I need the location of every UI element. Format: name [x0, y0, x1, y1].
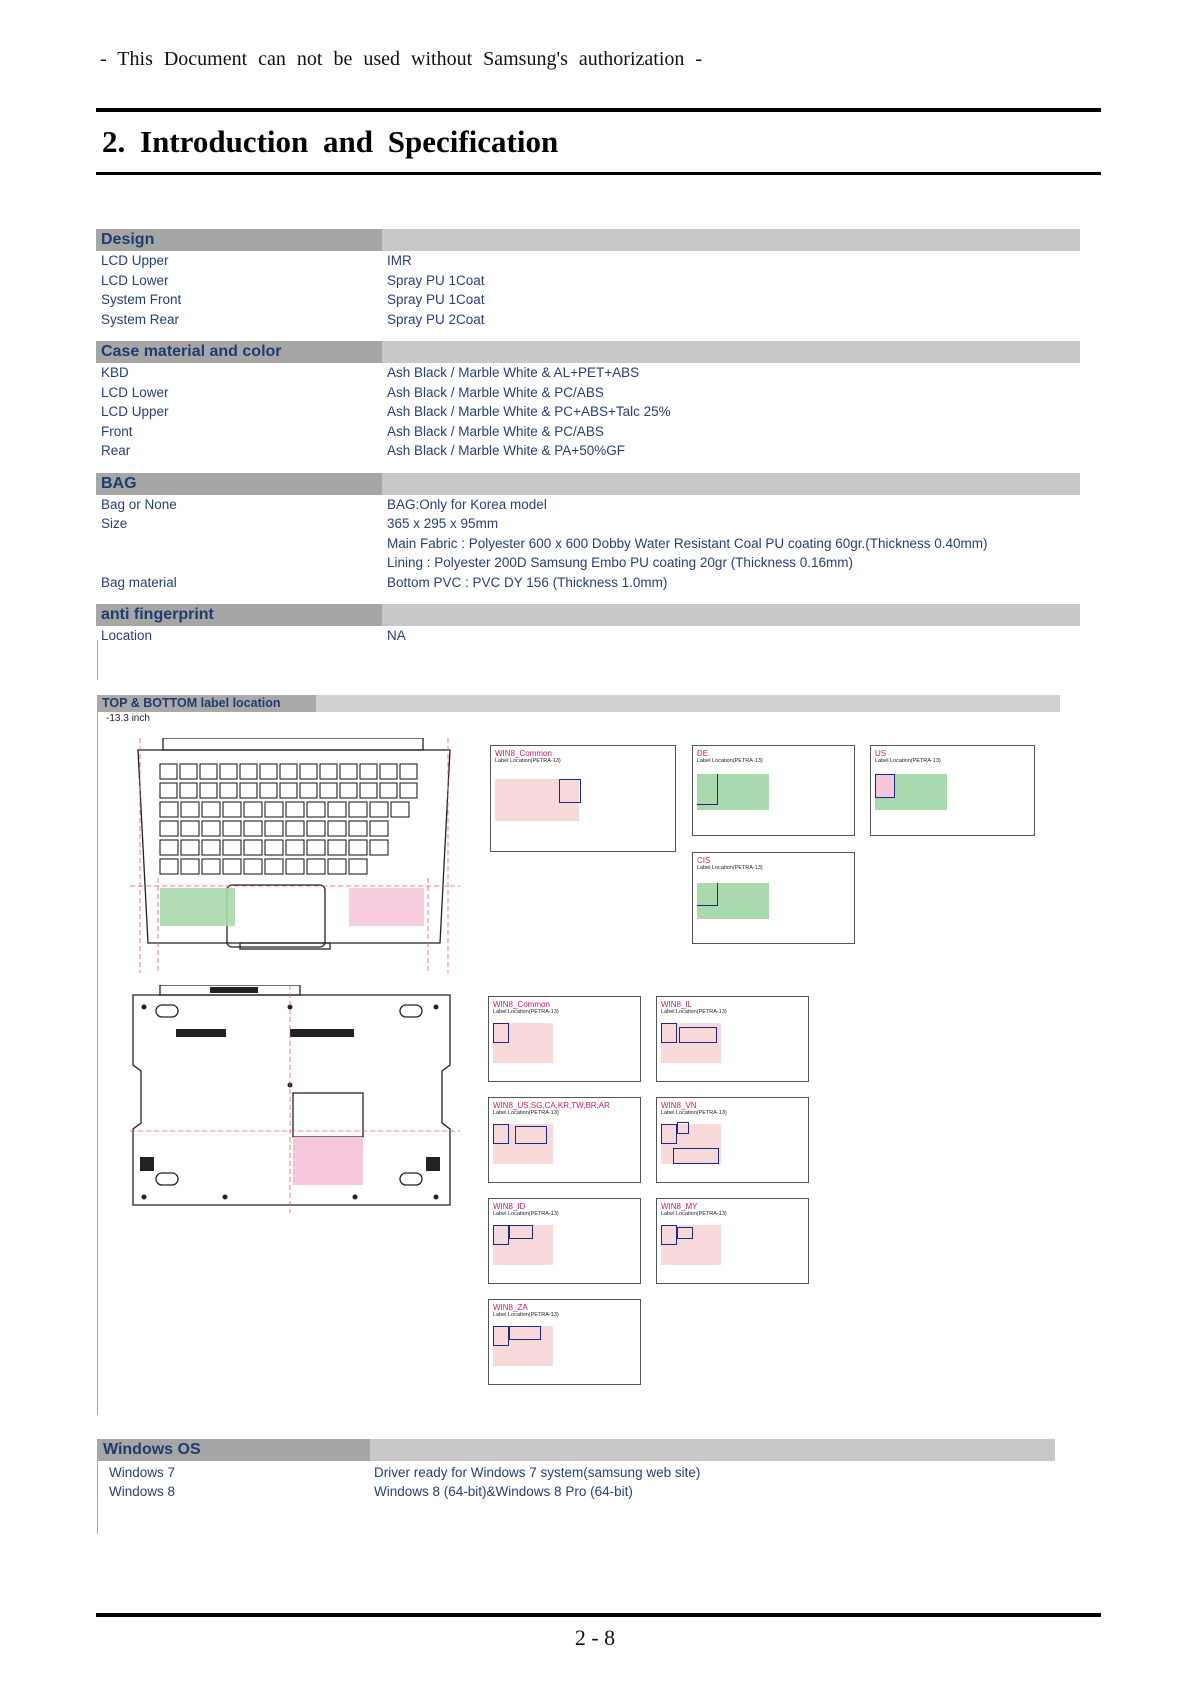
keyboard-key	[349, 859, 367, 874]
keyboard-key	[160, 802, 178, 817]
label-panel-win8-common: WIN8_Common Label Location(PETRA-13)	[488, 996, 641, 1082]
section-fingerprint-header	[96, 604, 1080, 626]
keyboard-key	[370, 821, 388, 836]
keyboard-key	[328, 859, 346, 874]
spec-row: Location NA	[101, 628, 406, 643]
keyboard-key	[340, 783, 357, 798]
spec-row: LCD Upper Ash Black / Marble White & PC+ABS+Talc 25%	[101, 404, 671, 419]
keyboard-key	[280, 783, 297, 798]
keyboard-key	[380, 783, 397, 798]
keyboard-key	[370, 802, 388, 817]
screen-size-note: -13.3 inch	[106, 713, 150, 724]
keyboard-key	[244, 859, 262, 874]
spec-row: Front Ash Black / Marble White & PC/ABS	[101, 423, 604, 439]
keyboard-key	[300, 783, 317, 798]
label-panel-win8-common-top: WIN8_Common Label Location(PETRA-13)	[490, 745, 676, 852]
keyboard-key	[200, 783, 217, 798]
section-bag-header	[96, 473, 1080, 495]
page-number: 2 - 8	[574, 1625, 616, 1650]
keyboard-key	[320, 764, 337, 779]
keyboard-key	[244, 840, 262, 855]
keyboard-key	[360, 764, 377, 779]
keyboard-key	[260, 764, 277, 779]
spec-row: LCD Lower Spray PU 1Coat	[101, 272, 485, 288]
keyboard-key	[265, 840, 283, 855]
keyboard-key	[286, 840, 304, 855]
keyboard-key	[180, 783, 197, 798]
label-panel-win8-my: WIN8_MY Label Location(PETRA-13)	[656, 1198, 809, 1284]
keyboard-key	[223, 859, 241, 874]
keyboard-key	[340, 764, 357, 779]
keyboard-key	[280, 764, 297, 779]
spec-row: System Rear Spray PU 2Coat	[101, 311, 485, 327]
keyboard-key	[181, 802, 199, 817]
section-design-header	[96, 229, 1080, 251]
label-panel-us: US Label Location(PETRA-13)	[870, 745, 1035, 836]
section-title: Case material and color	[101, 343, 282, 360]
keyboard-key	[160, 821, 178, 836]
keyboard-key	[202, 802, 220, 817]
page-title: 2. Introduction and Specification	[102, 124, 559, 159]
windows-row-key: Windows 8	[109, 1484, 176, 1499]
label-panel-de: DE Label Location(PETRA-13)	[692, 745, 855, 836]
keyboard-key	[400, 783, 417, 798]
keyboard-key	[328, 802, 346, 817]
keyboard-key	[160, 783, 177, 798]
keyboard-key	[160, 859, 178, 874]
keyboard-key	[328, 840, 346, 855]
spec-row: LCD Upper IMR	[101, 253, 412, 268]
spec-row: Lining : Polyester 200D Samsung Embo PU coating 20gr (Thickness 0.16mm)	[387, 555, 853, 570]
keyboard-key	[286, 821, 304, 836]
keyboard-key	[220, 764, 237, 779]
keyboard-key	[328, 821, 346, 836]
keyboard-key	[307, 821, 325, 836]
label-panel-cis: CIS Label Location(PETRA-13)	[692, 852, 855, 944]
keyboard-key	[244, 821, 262, 836]
spec-row: Bag material Bottom PVC : PVC DY 156 (Thickness 1.0mm)	[101, 574, 668, 590]
bottom-rule	[96, 1613, 1101, 1617]
keyboard-key	[307, 859, 325, 874]
keyboard-key	[240, 783, 257, 798]
keyboard-key	[370, 840, 388, 855]
spec-row: Size 365 x 295 x 95mm	[101, 516, 499, 531]
spec-row: LCD Lower Ash Black / Marble White & PC/ABS	[101, 384, 604, 400]
spec-row: System Front Spray PU 1Coat	[101, 292, 485, 307]
laptop-bottom-view-drawing	[130, 985, 460, 1215]
keyboard-key	[400, 764, 417, 779]
keyboard-key	[391, 802, 409, 817]
keyboard-key	[349, 821, 367, 836]
section-title: BAG	[101, 474, 137, 492]
keyboard-key	[223, 840, 241, 855]
spec-row: Bag or None BAG:Only for Korea model	[101, 496, 547, 512]
windows-row-key: Windows 7	[109, 1465, 176, 1480]
spec-table	[96, 229, 1080, 646]
keyboard-key	[360, 783, 377, 798]
keyboard-key	[181, 840, 199, 855]
left-margin-line	[97, 640, 98, 680]
top-rule-lower	[96, 172, 1101, 175]
section-title: Design	[101, 231, 155, 248]
keyboard-key	[265, 802, 283, 817]
keyboard-key	[307, 840, 325, 855]
authorization-notice: - This Document can not be used without Samsung's authorization -	[100, 48, 703, 70]
keyboard-key	[202, 840, 220, 855]
label-panel-win8-za: WIN8_ZA Label Location(PETRA-13)	[488, 1299, 641, 1385]
keyboard-key	[380, 764, 397, 779]
keyboard-key	[180, 764, 197, 779]
top-rule-upper	[96, 108, 1101, 112]
windows-os-header	[98, 1439, 1055, 1461]
keyboard-key	[349, 802, 367, 817]
section-case-header	[96, 341, 1080, 363]
section-title: Windows OS	[103, 1441, 201, 1458]
spec-row: KBD Ash Black / Marble White & AL+PET+ABS	[101, 365, 640, 380]
keyboard-key	[160, 840, 178, 855]
label-panel-win8-id: WIN8_ID Label Location(PETRA-13)	[488, 1198, 641, 1284]
keyboard-key	[202, 821, 220, 836]
laptop-top-view-drawing	[130, 738, 460, 976]
keyboard-key	[320, 783, 337, 798]
keyboard-key	[300, 764, 317, 779]
keyboard-key	[160, 764, 177, 779]
keyboard-key	[286, 859, 304, 874]
left-margin-line	[97, 695, 98, 1415]
keyboard-key	[244, 802, 262, 817]
label-panel-win8-il: WIN8_IL Label Location(PETRA-13)	[656, 996, 809, 1082]
keyboard-key	[265, 859, 283, 874]
keyboard-key	[307, 802, 325, 817]
keyboard-key	[220, 783, 237, 798]
label-panel-win8-us-sg-ca-kr-tw-br-ar: WIN8_US,SG,CA,KR,TW,BR,AR Label Location(PETRA-13)	[488, 1097, 641, 1183]
keyboard-key	[260, 783, 277, 798]
windows-row-value: Windows 8 (64-bit)&Windows 8 Pro (64-bit)	[374, 1484, 633, 1499]
keyboard-key	[223, 802, 241, 817]
spec-row: Main Fabric : Polyester 600 x 600 Dobby Water Resistant Coal PU coating 60gr.(Thickness 0.40mm)	[387, 535, 988, 551]
keyboard-key	[240, 764, 257, 779]
keyboard-key	[181, 821, 199, 836]
windows-row-value: Driver ready for Windows 7 system(samsung web site)	[374, 1465, 701, 1480]
keyboard-key	[181, 859, 199, 874]
label-location-header	[98, 695, 1060, 712]
section-title: TOP & BOTTOM label location	[102, 696, 281, 710]
keyboard-key	[200, 764, 217, 779]
section-title: anti fingerprint	[101, 606, 214, 623]
keyboard-key	[202, 859, 220, 874]
keyboard-key	[349, 840, 367, 855]
keyboard-key	[223, 821, 241, 836]
label-panel-win8-vn: WIN8_VN Label Location(PETRA-13)	[656, 1097, 809, 1183]
spec-row: Rear Ash Black / Marble White & PA+50%GF	[101, 443, 625, 458]
keyboard-key	[286, 802, 304, 817]
keyboard-key	[265, 821, 283, 836]
